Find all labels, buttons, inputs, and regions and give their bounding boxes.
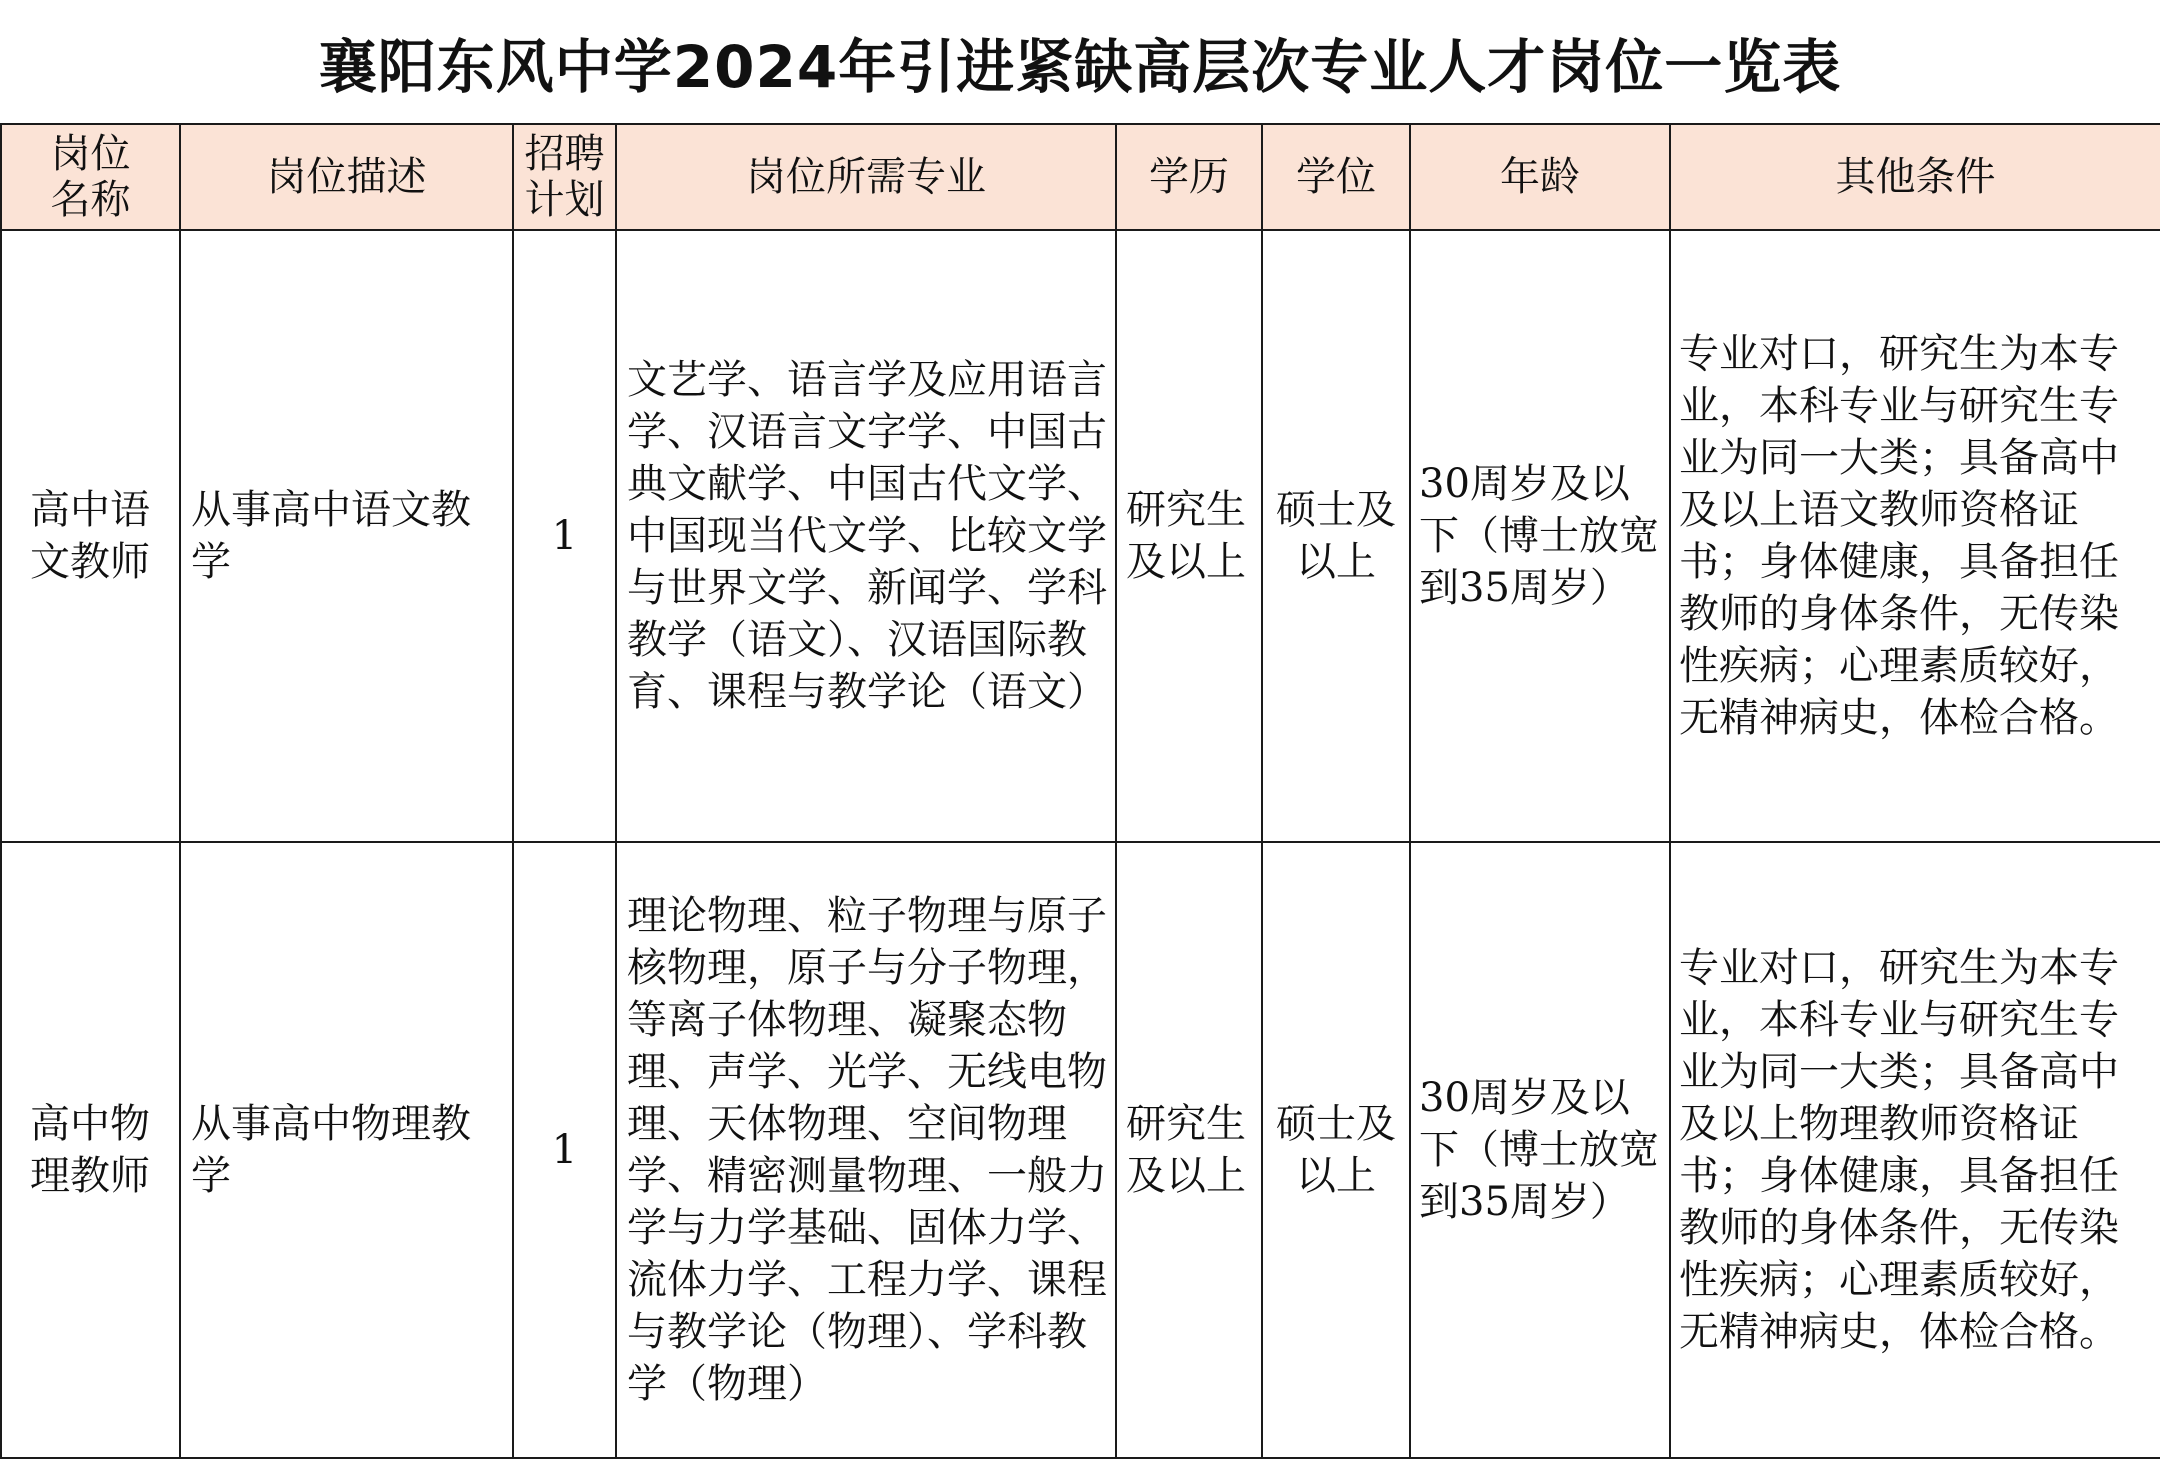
cell-description: 从事高中物理教学 bbox=[180, 842, 513, 1458]
cell-education: 研究生及以上 bbox=[1116, 230, 1262, 842]
cell-position-name: 高中语文教师 bbox=[1, 230, 180, 842]
header-other: 其他条件 bbox=[1670, 124, 2160, 230]
cell-description: 从事高中语文教学 bbox=[180, 230, 513, 842]
cell-other: 专业对口，研究生为本专业，本科专业与研究生专业为同一大类；具备高中及以上语文教师资格证书；身体健康，具备担任教师的身体条件，无传染性疾病；心理素质较好，无精神病史，体检合格。 bbox=[1670, 230, 2160, 842]
header-education: 学历 bbox=[1116, 124, 1262, 230]
table-header-row bbox=[1, 124, 2160, 230]
positions-table bbox=[0, 123, 2160, 1459]
cell-major: 理论物理、粒子物理与原子核物理，原子与分子物理，等离子体物理、凝聚态物理、声学、光学、无线电物理、天体物理、空间物理学、精密测量物理、一般力学与力学基础、固体力学、流体力学、工程力学、课程与教学论（物理）、学科教学（物理） bbox=[616, 842, 1116, 1458]
table-row bbox=[1, 842, 2160, 1458]
cell-age: 30周岁及以下（博士放宽到35周岁） bbox=[1410, 230, 1670, 842]
cell-plan: 1 bbox=[513, 230, 616, 842]
header-description: 岗位描述 bbox=[180, 124, 513, 230]
cell-degree: 硕士及以上 bbox=[1262, 842, 1410, 1458]
header-degree: 学位 bbox=[1262, 124, 1410, 230]
cell-age: 30周岁及以下（博士放宽到35周岁） bbox=[1410, 842, 1670, 1458]
page-title: 襄阳东风中学2024年引进紧缺高层次专业人才岗位一览表 bbox=[318, 32, 1842, 101]
table-row bbox=[1, 230, 2160, 842]
header-position-name: 岗位名称 bbox=[1, 124, 180, 230]
cell-education: 研究生及以上 bbox=[1116, 842, 1262, 1458]
cell-position-name: 高中物理教师 bbox=[1, 842, 180, 1458]
header-plan: 招聘计划 bbox=[513, 124, 616, 230]
header-age: 年龄 bbox=[1410, 124, 1670, 230]
cell-plan: 1 bbox=[513, 842, 616, 1458]
cell-major: 文艺学、语言学及应用语言学、汉语言文字学、中国古典文献学、中国古代文学、中国现当代文学、比较文学与世界文学、新闻学、学科教学（语文）、汉语国际教育、课程与教学论（语文） bbox=[616, 230, 1116, 842]
cell-degree: 硕士及以上 bbox=[1262, 230, 1410, 842]
cell-other: 专业对口，研究生为本专业，本科专业与研究生专业为同一大类；具备高中及以上物理教师资格证书；身体健康，具备担任教师的身体条件，无传染性疾病；心理素质较好，无精神病史，体检合格。 bbox=[1670, 842, 2160, 1458]
header-major: 岗位所需专业 bbox=[616, 124, 1116, 230]
